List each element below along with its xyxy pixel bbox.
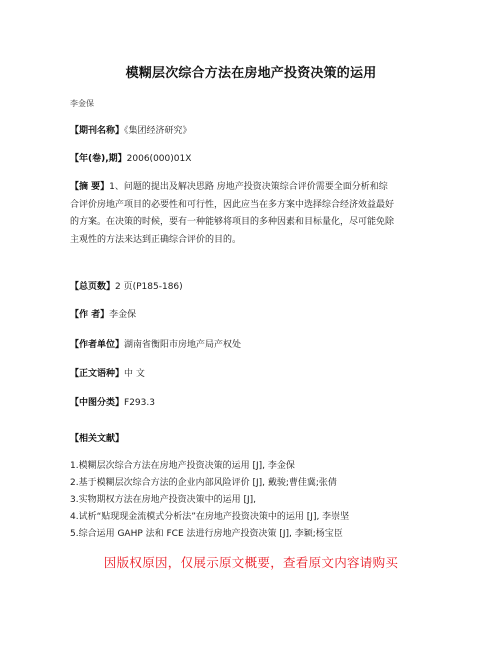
affiliation-field [70, 337, 440, 353]
clc-field [70, 395, 440, 411]
year-issue-value: 2006(000)01X [126, 154, 192, 164]
pages-value: 2 页(P185-186) [115, 282, 183, 292]
year-issue-field [70, 151, 440, 167]
author-name: 李金保 [70, 99, 94, 108]
author-value: 李金保 [109, 310, 137, 320]
abstract-line [70, 179, 442, 197]
abstract-line: 合评价房地产项目的必要性和可行性，因此应当在多方案中选择综合经济效益最好 [70, 199, 395, 210]
clc-value: F293.3 [124, 398, 155, 408]
references-heading: 【相关文献】 [70, 434, 125, 444]
journal-field [70, 123, 440, 139]
reference-item: 1.模糊层次综合方法在房地产投资决策的运用 [J], 李金保 [70, 461, 295, 471]
abstract-text: 1、问题的提出及解决思路 房地产投资决策综合评价需要全面分析和综 [109, 182, 388, 192]
reference-item: 2.基于模糊层次综合方法的企业内部风险评价 [J], 戴骏;曹佳冀;张倩 [70, 478, 337, 488]
copyright-notice[interactable]: 因版权原因，仅展示原文概要，查看原文内容请购买 [103, 555, 399, 570]
clc-label: 【中图分类】 [70, 398, 125, 408]
reference-item: 5.综合运用 GAHP 法和 FCE 法进行房地产投资决策 [J], 李颖;杨宝臣 [70, 529, 343, 539]
abstract-line: 的方案。在决策的时候，要有一种能够将项目的多种因素和目标量化，尽可能免除 [70, 217, 395, 227]
abstract-line: 主观性的方法来达到正确综合评价的目的。 [70, 234, 242, 245]
journal-value: 《集团经济研究》 [124, 126, 192, 136]
year-issue-label: 【年(卷),期】 [70, 154, 127, 164]
language-value: 中 文 [124, 369, 145, 379]
reference-item: 3.实物期权方法在房地产投资决策中的运用 [J], [70, 495, 256, 505]
pages-label: 【总页数】 [70, 282, 116, 292]
references-list [70, 458, 442, 543]
abstract-label: 【摘 要】 [70, 182, 110, 192]
language-field [70, 366, 440, 382]
pages-field [70, 279, 440, 295]
author-label: 【作 者】 [70, 310, 110, 320]
language-label: 【正文语种】 [70, 369, 125, 379]
affiliation-value: 湖南省衡阳市房地产局产权处 [124, 340, 242, 350]
abstract-block [70, 179, 442, 249]
reference-item: 4.试析“贴现现金流模式分析法”在房地产投资决策中的运用 [J], 李崇坚 [70, 512, 350, 522]
affiliation-label: 【作者单位】 [70, 340, 125, 350]
author-field [70, 307, 440, 323]
journal-label: 【期刊名称】 [70, 126, 125, 136]
page-title: 模糊层次综合方法在房地产投资决策的运用 [125, 66, 377, 81]
